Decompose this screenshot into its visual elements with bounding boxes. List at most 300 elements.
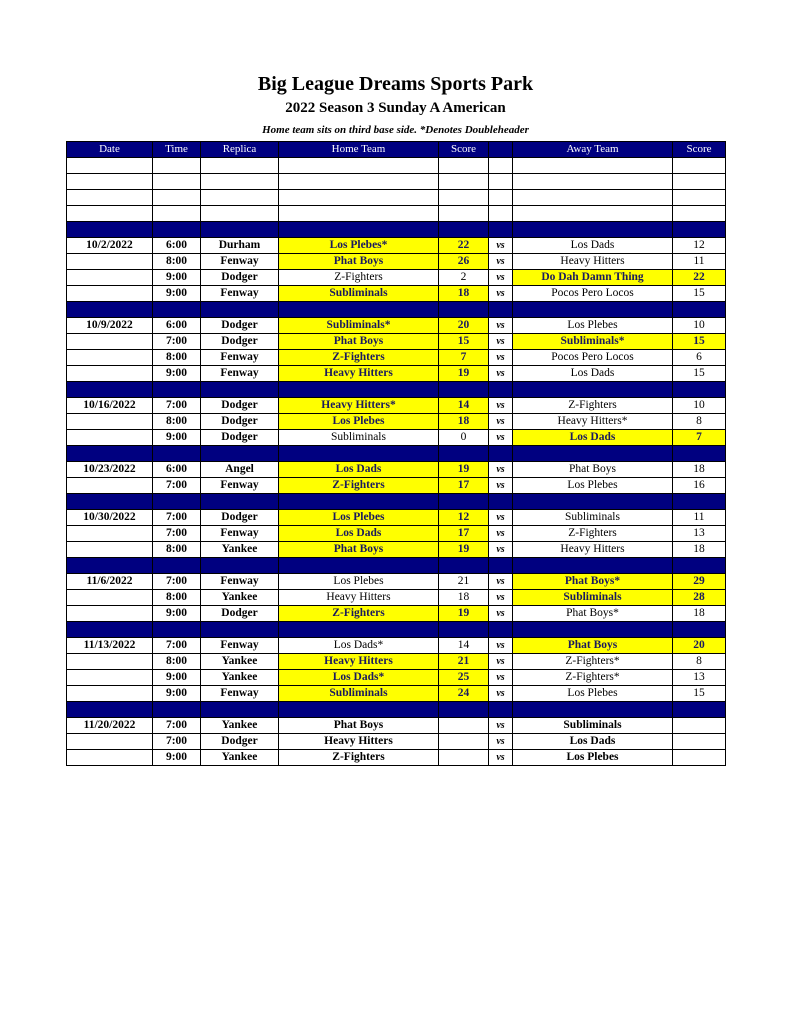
- game-row: [67, 430, 726, 446]
- separator-cell: [279, 558, 439, 574]
- date-cell: [67, 366, 153, 382]
- game-row: [67, 334, 726, 350]
- home-score-cell: 18: [439, 590, 489, 606]
- home-score-cell: 24: [439, 686, 489, 702]
- separator-cell: [153, 558, 201, 574]
- field-cell: Dodger: [201, 318, 279, 334]
- separator-cell: [67, 558, 153, 574]
- field-cell: Yankee: [201, 542, 279, 558]
- game-row: [67, 654, 726, 670]
- week-separator: [67, 494, 726, 510]
- vs-cell: vs: [489, 510, 513, 526]
- away-team-cell: Los Plebes: [513, 478, 673, 494]
- away-team-cell: Subliminals*: [513, 334, 673, 350]
- time-cell: 8:00: [153, 350, 201, 366]
- time-cell: 7:00: [153, 510, 201, 526]
- away-team-cell: Phat Boys*: [513, 574, 673, 590]
- page-note: Home team sits on third base side. *Denotes Doubleheader: [262, 124, 529, 136]
- field-cell: Yankee: [201, 718, 279, 734]
- time-cell: 6:00: [153, 462, 201, 478]
- vs-cell: [489, 206, 513, 222]
- away-score-cell: [673, 174, 726, 190]
- time-cell: [153, 174, 201, 190]
- home-team-cell: Phat Boys: [279, 254, 439, 270]
- time-cell: [153, 206, 201, 222]
- col-header-home-team: Home Team: [279, 142, 439, 158]
- separator-cell: [489, 702, 513, 718]
- game-row: [67, 350, 726, 366]
- separator-cell: [439, 494, 489, 510]
- date-cell: [67, 606, 153, 622]
- page-title: Big League Dreams Sports Park: [257, 73, 534, 95]
- vs-cell: vs: [489, 590, 513, 606]
- game-row: [67, 286, 726, 302]
- game-row: [67, 270, 726, 286]
- separator-cell: [513, 622, 673, 638]
- date-cell: 10/9/2022: [67, 318, 153, 334]
- game-row: [67, 206, 726, 222]
- vs-cell: vs: [489, 606, 513, 622]
- separator-cell: [153, 222, 201, 238]
- separator-cell: [673, 382, 726, 398]
- vs-cell: vs: [489, 734, 513, 750]
- home-team-cell: Los Dads*: [279, 670, 439, 686]
- home-team-cell: Los Plebes: [279, 414, 439, 430]
- col-header-away-team: Away Team: [513, 142, 673, 158]
- home-team-cell: Los Plebes: [279, 574, 439, 590]
- away-score-cell: 15: [673, 366, 726, 382]
- separator-cell: [513, 702, 673, 718]
- separator-cell: [489, 622, 513, 638]
- separator-cell: [279, 446, 439, 462]
- home-team-cell: Los Dads: [279, 526, 439, 542]
- home-score-cell: 0: [439, 430, 489, 446]
- field-cell: Dodger: [201, 414, 279, 430]
- date-cell: [67, 254, 153, 270]
- week-separator: [67, 622, 726, 638]
- separator-cell: [201, 222, 279, 238]
- separator-cell: [201, 558, 279, 574]
- separator-cell: [673, 446, 726, 462]
- home-score-cell: 17: [439, 478, 489, 494]
- home-team-cell: Heavy Hitters: [279, 590, 439, 606]
- home-team-cell: [279, 174, 439, 190]
- col-header-away-score: Score: [673, 142, 726, 158]
- separator-cell: [489, 382, 513, 398]
- separator-cell: [201, 702, 279, 718]
- header-row: [67, 142, 726, 158]
- home-team-cell: [279, 158, 439, 174]
- week-separator: [67, 702, 726, 718]
- separator-cell: [673, 222, 726, 238]
- away-team-cell: Subliminals: [513, 590, 673, 606]
- home-score-cell: 7: [439, 350, 489, 366]
- home-score-cell: 22: [439, 238, 489, 254]
- separator-cell: [67, 302, 153, 318]
- home-score-cell: 26: [439, 254, 489, 270]
- away-team-cell: Pocos Pero Locos: [513, 350, 673, 366]
- home-score-cell: [439, 174, 489, 190]
- vs-cell: vs: [489, 430, 513, 446]
- date-cell: 11/13/2022: [67, 638, 153, 654]
- home-score-cell: [439, 190, 489, 206]
- separator-cell: [279, 382, 439, 398]
- time-cell: 8:00: [153, 654, 201, 670]
- field-cell: Dodger: [201, 430, 279, 446]
- separator-cell: [201, 446, 279, 462]
- date-cell: [67, 478, 153, 494]
- field-cell: [201, 174, 279, 190]
- home-team-cell: Subliminals: [279, 430, 439, 446]
- separator-cell: [67, 622, 153, 638]
- date-cell: [67, 654, 153, 670]
- game-row: [67, 478, 726, 494]
- game-row: [67, 574, 726, 590]
- home-score-cell: 19: [439, 366, 489, 382]
- time-cell: [153, 190, 201, 206]
- home-score-cell: 18: [439, 286, 489, 302]
- field-cell: Dodger: [201, 334, 279, 350]
- game-row: [67, 526, 726, 542]
- separator-cell: [153, 382, 201, 398]
- game-row: [67, 366, 726, 382]
- away-score-cell: [673, 206, 726, 222]
- game-row: [67, 414, 726, 430]
- separator-cell: [201, 622, 279, 638]
- away-team-cell: Z-Fighters: [513, 526, 673, 542]
- away-team-cell: Phat Boys: [513, 638, 673, 654]
- game-row: [67, 750, 726, 766]
- separator-cell: [279, 622, 439, 638]
- game-row: [67, 158, 726, 174]
- away-score-cell: 6: [673, 350, 726, 366]
- time-cell: 9:00: [153, 686, 201, 702]
- field-cell: Yankee: [201, 590, 279, 606]
- home-team-cell: Heavy Hitters*: [279, 398, 439, 414]
- away-score-cell: 29: [673, 574, 726, 590]
- field-cell: [201, 158, 279, 174]
- separator-cell: [513, 494, 673, 510]
- home-score-cell: [439, 750, 489, 766]
- time-cell: 9:00: [153, 430, 201, 446]
- away-team-cell: Heavy Hitters: [513, 254, 673, 270]
- time-cell: 7:00: [153, 718, 201, 734]
- date-cell: [67, 670, 153, 686]
- field-cell: Dodger: [201, 734, 279, 750]
- away-team-cell: [513, 190, 673, 206]
- time-cell: 8:00: [153, 542, 201, 558]
- home-score-cell: 15: [439, 334, 489, 350]
- week-separator: [67, 558, 726, 574]
- time-cell: 7:00: [153, 478, 201, 494]
- field-cell: Fenway: [201, 478, 279, 494]
- field-cell: Dodger: [201, 606, 279, 622]
- date-cell: 10/23/2022: [67, 462, 153, 478]
- time-cell: 6:00: [153, 238, 201, 254]
- vs-cell: vs: [489, 638, 513, 654]
- home-score-cell: 21: [439, 654, 489, 670]
- away-team-cell: Los Plebes: [513, 750, 673, 766]
- field-cell: Fenway: [201, 638, 279, 654]
- date-cell: [67, 174, 153, 190]
- separator-cell: [439, 382, 489, 398]
- field-cell: Fenway: [201, 526, 279, 542]
- away-score-cell: [673, 190, 726, 206]
- separator-cell: [513, 302, 673, 318]
- schedule-body: [67, 158, 726, 766]
- home-score-cell: 20: [439, 318, 489, 334]
- home-score-cell: 2: [439, 270, 489, 286]
- away-team-cell: Pocos Pero Locos: [513, 286, 673, 302]
- home-score-cell: 21: [439, 574, 489, 590]
- vs-cell: vs: [489, 750, 513, 766]
- vs-cell: vs: [489, 350, 513, 366]
- home-team-cell: Heavy Hitters: [279, 734, 439, 750]
- away-score-cell: 10: [673, 398, 726, 414]
- separator-cell: [67, 494, 153, 510]
- date-cell: [67, 590, 153, 606]
- vs-cell: vs: [489, 654, 513, 670]
- field-cell: Dodger: [201, 398, 279, 414]
- away-team-cell: Los Plebes: [513, 686, 673, 702]
- away-team-cell: Los Plebes: [513, 318, 673, 334]
- game-row: [67, 638, 726, 654]
- date-cell: [67, 686, 153, 702]
- away-score-cell: 13: [673, 526, 726, 542]
- game-row: [67, 670, 726, 686]
- home-score-cell: 14: [439, 638, 489, 654]
- home-score-cell: 18: [439, 414, 489, 430]
- separator-cell: [153, 622, 201, 638]
- away-team-cell: [513, 206, 673, 222]
- away-score-cell: 18: [673, 542, 726, 558]
- separator-cell: [439, 622, 489, 638]
- separator-cell: [439, 222, 489, 238]
- vs-cell: vs: [489, 286, 513, 302]
- vs-cell: vs: [489, 366, 513, 382]
- vs-cell: vs: [489, 462, 513, 478]
- game-row: [67, 734, 726, 750]
- home-team-cell: Heavy Hitters: [279, 654, 439, 670]
- date-cell: [67, 526, 153, 542]
- separator-cell: [439, 558, 489, 574]
- date-cell: [67, 206, 153, 222]
- home-team-cell: [279, 206, 439, 222]
- game-row: [67, 590, 726, 606]
- time-cell: 9:00: [153, 606, 201, 622]
- separator-cell: [513, 446, 673, 462]
- field-cell: Fenway: [201, 286, 279, 302]
- date-cell: 10/30/2022: [67, 510, 153, 526]
- game-row: [67, 718, 726, 734]
- home-team-cell: Los Plebes*: [279, 238, 439, 254]
- time-cell: 7:00: [153, 526, 201, 542]
- time-cell: 7:00: [153, 334, 201, 350]
- field-cell: Fenway: [201, 686, 279, 702]
- separator-cell: [439, 302, 489, 318]
- vs-cell: [489, 158, 513, 174]
- away-score-cell: 11: [673, 254, 726, 270]
- away-score-cell: 8: [673, 654, 726, 670]
- vs-cell: vs: [489, 414, 513, 430]
- away-score-cell: 10: [673, 318, 726, 334]
- game-row: [67, 542, 726, 558]
- separator-cell: [279, 702, 439, 718]
- separator-cell: [489, 222, 513, 238]
- away-team-cell: Phat Boys: [513, 462, 673, 478]
- vs-cell: vs: [489, 238, 513, 254]
- time-cell: 7:00: [153, 734, 201, 750]
- home-score-cell: 14: [439, 398, 489, 414]
- home-score-cell: [439, 718, 489, 734]
- separator-cell: [279, 494, 439, 510]
- away-team-cell: Subliminals: [513, 510, 673, 526]
- home-team-cell: Los Dads: [279, 462, 439, 478]
- col-header-vs: [489, 142, 513, 158]
- separator-cell: [201, 494, 279, 510]
- date-cell: [67, 286, 153, 302]
- time-cell: 7:00: [153, 574, 201, 590]
- game-row: [67, 510, 726, 526]
- time-cell: 9:00: [153, 366, 201, 382]
- separator-cell: [673, 622, 726, 638]
- week-separator: [67, 446, 726, 462]
- col-header-time: Time: [153, 142, 201, 158]
- away-score-cell: 28: [673, 590, 726, 606]
- away-score-cell: 7: [673, 430, 726, 446]
- away-score-cell: [673, 750, 726, 766]
- away-team-cell: Z-Fighters: [513, 398, 673, 414]
- separator-cell: [673, 702, 726, 718]
- home-team-cell: Phat Boys: [279, 542, 439, 558]
- separator-cell: [153, 446, 201, 462]
- week-separator: [67, 302, 726, 318]
- vs-cell: vs: [489, 334, 513, 350]
- time-cell: [153, 158, 201, 174]
- field-cell: Dodger: [201, 510, 279, 526]
- game-row: [67, 462, 726, 478]
- week-separator: [67, 382, 726, 398]
- time-cell: 8:00: [153, 414, 201, 430]
- time-cell: 7:00: [153, 398, 201, 414]
- away-team-cell: [513, 158, 673, 174]
- home-score-cell: [439, 734, 489, 750]
- game-row: [67, 686, 726, 702]
- schedule-table: [66, 141, 726, 766]
- game-row: [67, 190, 726, 206]
- vs-cell: vs: [489, 542, 513, 558]
- vs-cell: vs: [489, 670, 513, 686]
- date-cell: [67, 542, 153, 558]
- home-team-cell: Z-Fighters: [279, 750, 439, 766]
- away-team-cell: Z-Fighters*: [513, 654, 673, 670]
- separator-cell: [153, 302, 201, 318]
- week-separator: [67, 222, 726, 238]
- game-row: [67, 606, 726, 622]
- time-cell: 8:00: [153, 254, 201, 270]
- separator-cell: [489, 446, 513, 462]
- away-score-cell: 15: [673, 686, 726, 702]
- date-cell: [67, 190, 153, 206]
- home-score-cell: 19: [439, 606, 489, 622]
- home-team-cell: Z-Fighters: [279, 350, 439, 366]
- separator-cell: [439, 446, 489, 462]
- date-cell: [67, 270, 153, 286]
- vs-cell: vs: [489, 398, 513, 414]
- away-score-cell: [673, 718, 726, 734]
- separator-cell: [439, 702, 489, 718]
- field-cell: Fenway: [201, 574, 279, 590]
- away-score-cell: 16: [673, 478, 726, 494]
- date-cell: 10/16/2022: [67, 398, 153, 414]
- home-team-cell: Subliminals: [279, 286, 439, 302]
- vs-cell: [489, 190, 513, 206]
- away-score-cell: 13: [673, 670, 726, 686]
- separator-cell: [67, 222, 153, 238]
- away-team-cell: Los Dads: [513, 734, 673, 750]
- home-team-cell: Z-Fighters: [279, 606, 439, 622]
- vs-cell: vs: [489, 686, 513, 702]
- vs-cell: vs: [489, 574, 513, 590]
- separator-cell: [673, 494, 726, 510]
- away-team-cell: Los Dads: [513, 430, 673, 446]
- home-score-cell: 12: [439, 510, 489, 526]
- away-score-cell: 11: [673, 510, 726, 526]
- field-cell: Fenway: [201, 366, 279, 382]
- home-team-cell: Phat Boys: [279, 334, 439, 350]
- away-score-cell: 18: [673, 462, 726, 478]
- vs-cell: vs: [489, 478, 513, 494]
- away-team-cell: Heavy Hitters: [513, 542, 673, 558]
- game-row: [67, 398, 726, 414]
- col-header-date: Date: [67, 142, 153, 158]
- date-cell: 11/20/2022: [67, 718, 153, 734]
- away-score-cell: [673, 158, 726, 174]
- field-cell: Dodger: [201, 270, 279, 286]
- date-cell: [67, 734, 153, 750]
- time-cell: 6:00: [153, 318, 201, 334]
- col-header-home-score: Score: [439, 142, 489, 158]
- date-cell: [67, 430, 153, 446]
- home-score-cell: 19: [439, 462, 489, 478]
- time-cell: 9:00: [153, 670, 201, 686]
- field-cell: Angel: [201, 462, 279, 478]
- game-row: [67, 174, 726, 190]
- separator-cell: [673, 302, 726, 318]
- home-score-cell: 19: [439, 542, 489, 558]
- home-score-cell: [439, 206, 489, 222]
- field-cell: [201, 206, 279, 222]
- separator-cell: [153, 702, 201, 718]
- away-score-cell: 20: [673, 638, 726, 654]
- field-cell: Yankee: [201, 750, 279, 766]
- home-team-cell: Los Plebes: [279, 510, 439, 526]
- home-team-cell: Subliminals: [279, 686, 439, 702]
- home-score-cell: 17: [439, 526, 489, 542]
- field-cell: Durham: [201, 238, 279, 254]
- away-team-cell: Los Dads: [513, 238, 673, 254]
- away-team-cell: Phat Boys*: [513, 606, 673, 622]
- separator-cell: [153, 494, 201, 510]
- home-team-cell: Z-Fighters: [279, 478, 439, 494]
- vs-cell: [489, 174, 513, 190]
- separator-cell: [67, 382, 153, 398]
- time-cell: 9:00: [153, 750, 201, 766]
- vs-cell: vs: [489, 318, 513, 334]
- home-team-cell: Z-Fighters: [279, 270, 439, 286]
- field-cell: Fenway: [201, 254, 279, 270]
- separator-cell: [513, 382, 673, 398]
